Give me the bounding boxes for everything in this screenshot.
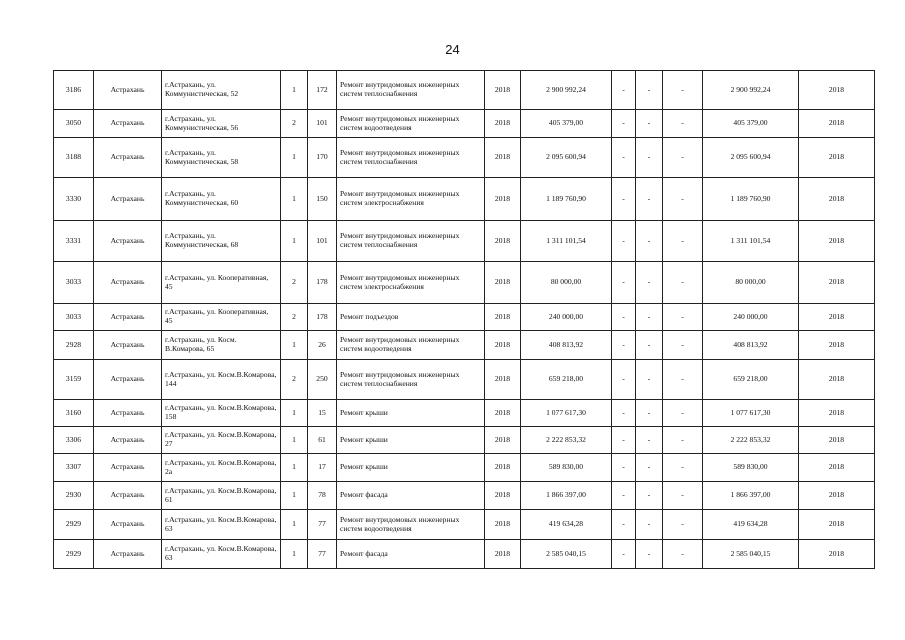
work-type-cell: Ремонт внутридомовых инженерных систем теплоснабжения: [337, 71, 485, 110]
city-cell: Астрахань: [94, 178, 162, 221]
table-row: [54, 178, 875, 221]
city-cell: Астрахань: [94, 138, 162, 178]
dash-2-cell: -: [636, 138, 663, 178]
apartments-cell: 15: [308, 400, 337, 427]
row-id-cell: 2929: [54, 540, 94, 569]
dash-3-cell: -: [663, 304, 703, 331]
row-id-cell: 3186: [54, 71, 94, 110]
fund-sum-cell: 419 634,28: [703, 510, 799, 540]
address-cell: г.Астрахань, ул. Коммунистическая, 52: [162, 71, 281, 110]
fund-sum-cell: 2 095 600,94: [703, 138, 799, 178]
row-id-cell: 3188: [54, 138, 94, 178]
dash-2-cell: -: [636, 540, 663, 569]
city-cell: Астрахань: [94, 110, 162, 138]
completion-year-cell: 2018: [799, 138, 875, 178]
dash-3-cell: -: [663, 138, 703, 178]
apartments-cell: 170: [308, 138, 337, 178]
work-type-cell: Ремонт крыши: [337, 427, 485, 454]
fund-sum-cell: 2 585 040,15: [703, 540, 799, 569]
year-cell: 2018: [485, 221, 521, 262]
dash-3-cell: -: [663, 510, 703, 540]
dash-3-cell: -: [663, 262, 703, 304]
table-row: [54, 262, 875, 304]
completion-year-cell: 2018: [799, 400, 875, 427]
city-cell: Астрахань: [94, 400, 162, 427]
floors-cell: 2: [281, 360, 308, 400]
year-cell: 2018: [485, 400, 521, 427]
apartments-cell: 77: [308, 510, 337, 540]
total-cost-cell: 659 218,00: [521, 360, 612, 400]
row-id-cell: 3160: [54, 400, 94, 427]
dash-2-cell: -: [636, 221, 663, 262]
fund-sum-cell: 1 311 101,54: [703, 221, 799, 262]
dash-1-cell: -: [612, 138, 636, 178]
table-row: [54, 482, 875, 510]
dash-3-cell: -: [663, 71, 703, 110]
table-row: [54, 138, 875, 178]
floors-cell: 1: [281, 454, 308, 482]
total-cost-cell: 589 830,00: [521, 454, 612, 482]
row-id-cell: 2928: [54, 331, 94, 360]
dash-3-cell: -: [663, 331, 703, 360]
dash-2-cell: -: [636, 360, 663, 400]
floors-cell: 1: [281, 138, 308, 178]
work-type-cell: Ремонт внутридомовых инженерных систем водоотведения: [337, 331, 485, 360]
year-cell: 2018: [485, 178, 521, 221]
dash-2-cell: -: [636, 71, 663, 110]
work-type-cell: Ремонт внутридомовых инженерных систем водоотведения: [337, 110, 485, 138]
total-cost-cell: 2 900 992,24: [521, 71, 612, 110]
floors-cell: 2: [281, 262, 308, 304]
total-cost-cell: 405 379,00: [521, 110, 612, 138]
table-row: [54, 110, 875, 138]
dash-1-cell: -: [612, 110, 636, 138]
apartments-cell: 78: [308, 482, 337, 510]
dash-2-cell: -: [636, 331, 663, 360]
total-cost-cell: 1 311 101,54: [521, 221, 612, 262]
completion-year-cell: 2018: [799, 178, 875, 221]
dash-2-cell: -: [636, 510, 663, 540]
dash-1-cell: -: [612, 262, 636, 304]
year-cell: 2018: [485, 454, 521, 482]
floors-cell: 1: [281, 482, 308, 510]
dash-3-cell: -: [663, 400, 703, 427]
fund-sum-cell: 589 830,00: [703, 454, 799, 482]
capital-repair-table: [53, 70, 875, 569]
year-cell: 2018: [485, 360, 521, 400]
city-cell: Астрахань: [94, 221, 162, 262]
address-cell: г.Астрахань, ул. Косм.В.Комарова, 158: [162, 400, 281, 427]
apartments-cell: 101: [308, 110, 337, 138]
dash-3-cell: -: [663, 427, 703, 454]
table-row: [54, 360, 875, 400]
apartments-cell: 178: [308, 262, 337, 304]
row-id-cell: 2930: [54, 482, 94, 510]
year-cell: 2018: [485, 427, 521, 454]
table-row: [54, 540, 875, 569]
work-type-cell: Ремонт внутридомовых инженерных систем теплоснабжения: [337, 221, 485, 262]
apartments-cell: 17: [308, 454, 337, 482]
completion-year-cell: 2018: [799, 71, 875, 110]
dash-3-cell: -: [663, 482, 703, 510]
dash-3-cell: -: [663, 360, 703, 400]
table-row: [54, 510, 875, 540]
table-body: [54, 71, 875, 569]
address-cell: г.Астрахань, ул. Косм. В.Комарова, 65: [162, 331, 281, 360]
dash-1-cell: -: [612, 71, 636, 110]
table-row: [54, 304, 875, 331]
dash-1-cell: -: [612, 331, 636, 360]
address-cell: г.Астрахань, ул. Косм.В.Комарова, 2а: [162, 454, 281, 482]
apartments-cell: 77: [308, 540, 337, 569]
fund-sum-cell: 659 218,00: [703, 360, 799, 400]
fund-sum-cell: 1 189 760,90: [703, 178, 799, 221]
dash-3-cell: -: [663, 221, 703, 262]
completion-year-cell: 2018: [799, 427, 875, 454]
fund-sum-cell: 405 379,00: [703, 110, 799, 138]
address-cell: г.Астрахань, ул. Кооперативная, 45: [162, 304, 281, 331]
total-cost-cell: 2 222 853,32: [521, 427, 612, 454]
work-type-cell: Ремонт внутридомовых инженерных систем электроснабжения: [337, 262, 485, 304]
city-cell: Астрахань: [94, 540, 162, 569]
dash-1-cell: -: [612, 482, 636, 510]
completion-year-cell: 2018: [799, 540, 875, 569]
completion-year-cell: 2018: [799, 110, 875, 138]
year-cell: 2018: [485, 510, 521, 540]
year-cell: 2018: [485, 482, 521, 510]
dash-3-cell: -: [663, 540, 703, 569]
year-cell: 2018: [485, 331, 521, 360]
dash-2-cell: -: [636, 110, 663, 138]
year-cell: 2018: [485, 304, 521, 331]
fund-sum-cell: 1 077 617,30: [703, 400, 799, 427]
total-cost-cell: 1 866 397,00: [521, 482, 612, 510]
dash-1-cell: -: [612, 510, 636, 540]
table-row: [54, 71, 875, 110]
floors-cell: 1: [281, 178, 308, 221]
fund-sum-cell: 408 813,92: [703, 331, 799, 360]
work-type-cell: Ремонт внутридомовых инженерных систем теплоснабжения: [337, 138, 485, 178]
table-row: [54, 400, 875, 427]
city-cell: Астрахань: [94, 331, 162, 360]
city-cell: Астрахань: [94, 304, 162, 331]
row-id-cell: 3050: [54, 110, 94, 138]
total-cost-cell: 419 634,28: [521, 510, 612, 540]
floors-cell: 1: [281, 427, 308, 454]
table-row: [54, 427, 875, 454]
city-cell: Астрахань: [94, 454, 162, 482]
dash-2-cell: -: [636, 427, 663, 454]
city-cell: Астрахань: [94, 360, 162, 400]
year-cell: 2018: [485, 540, 521, 569]
fund-sum-cell: 240 000,00: [703, 304, 799, 331]
total-cost-cell: 1 077 617,30: [521, 400, 612, 427]
floors-cell: 1: [281, 221, 308, 262]
address-cell: г.Астрахань, ул. Косм.В.Комарова, 144: [162, 360, 281, 400]
completion-year-cell: 2018: [799, 360, 875, 400]
table-row: [54, 454, 875, 482]
fund-sum-cell: 2 222 853,32: [703, 427, 799, 454]
total-cost-cell: 240 000,00: [521, 304, 612, 331]
completion-year-cell: 2018: [799, 221, 875, 262]
year-cell: 2018: [485, 138, 521, 178]
dash-3-cell: -: [663, 178, 703, 221]
work-type-cell: Ремонт крыши: [337, 400, 485, 427]
apartments-cell: 172: [308, 71, 337, 110]
floors-cell: 1: [281, 540, 308, 569]
year-cell: 2018: [485, 262, 521, 304]
total-cost-cell: 2 095 600,94: [521, 138, 612, 178]
dash-1-cell: -: [612, 400, 636, 427]
completion-year-cell: 2018: [799, 510, 875, 540]
address-cell: г.Астрахань, ул. Коммунистическая, 58: [162, 138, 281, 178]
floors-cell: 1: [281, 71, 308, 110]
city-cell: Астрахань: [94, 482, 162, 510]
floors-cell: 1: [281, 400, 308, 427]
address-cell: г.Астрахань, ул. Косм.В.Комарова, 61: [162, 482, 281, 510]
table-row: [54, 221, 875, 262]
apartments-cell: 250: [308, 360, 337, 400]
dash-1-cell: -: [612, 178, 636, 221]
floors-cell: 2: [281, 110, 308, 138]
year-cell: 2018: [485, 110, 521, 138]
page-number: 24: [445, 42, 460, 57]
work-type-cell: Ремонт крыши: [337, 454, 485, 482]
total-cost-cell: 408 813,92: [521, 331, 612, 360]
apartments-cell: 150: [308, 178, 337, 221]
apartments-cell: 178: [308, 304, 337, 331]
fund-sum-cell: 2 900 992,24: [703, 71, 799, 110]
completion-year-cell: 2018: [799, 482, 875, 510]
completion-year-cell: 2018: [799, 331, 875, 360]
work-type-cell: Ремонт внутридомовых инженерных систем водоотведения: [337, 510, 485, 540]
floors-cell: 2: [281, 304, 308, 331]
city-cell: Астрахань: [94, 262, 162, 304]
row-id-cell: 3306: [54, 427, 94, 454]
work-type-cell: Ремонт внутридомовых инженерных систем теплоснабжения: [337, 360, 485, 400]
dash-1-cell: -: [612, 221, 636, 262]
dash-1-cell: -: [612, 360, 636, 400]
address-cell: г.Астрахань, ул. Коммунистическая, 60: [162, 178, 281, 221]
row-id-cell: 3307: [54, 454, 94, 482]
row-id-cell: 3330: [54, 178, 94, 221]
apartments-cell: 26: [308, 331, 337, 360]
address-cell: г.Астрахань, ул. Коммунистическая, 68: [162, 221, 281, 262]
table-row: [54, 331, 875, 360]
address-cell: г.Астрахань, ул. Кооперативная, 45: [162, 262, 281, 304]
dash-2-cell: -: [636, 454, 663, 482]
floors-cell: 1: [281, 331, 308, 360]
address-cell: г.Астрахань, ул. Косм.В.Комарова, 63: [162, 540, 281, 569]
address-cell: г.Астрахань, ул. Косм.В.Комарова, 63: [162, 510, 281, 540]
city-cell: Астрахань: [94, 510, 162, 540]
row-id-cell: 3159: [54, 360, 94, 400]
dash-2-cell: -: [636, 304, 663, 331]
work-type-cell: Ремонт внутридомовых инженерных систем электроснабжения: [337, 178, 485, 221]
dash-2-cell: -: [636, 400, 663, 427]
city-cell: Астрахань: [94, 427, 162, 454]
row-id-cell: 3033: [54, 304, 94, 331]
address-cell: г.Астрахань, ул. Косм.В.Комарова, 27: [162, 427, 281, 454]
apartments-cell: 61: [308, 427, 337, 454]
total-cost-cell: 2 585 040,15: [521, 540, 612, 569]
completion-year-cell: 2018: [799, 304, 875, 331]
work-type-cell: Ремонт подъездов: [337, 304, 485, 331]
year-cell: 2018: [485, 71, 521, 110]
total-cost-cell: 1 189 760,90: [521, 178, 612, 221]
row-id-cell: 3331: [54, 221, 94, 262]
completion-year-cell: 2018: [799, 262, 875, 304]
dash-3-cell: -: [663, 454, 703, 482]
dash-1-cell: -: [612, 540, 636, 569]
work-type-cell: Ремонт фасада: [337, 482, 485, 510]
apartments-cell: 101: [308, 221, 337, 262]
dash-1-cell: -: [612, 427, 636, 454]
dash-2-cell: -: [636, 482, 663, 510]
row-id-cell: 3033: [54, 262, 94, 304]
dash-2-cell: -: [636, 178, 663, 221]
floors-cell: 1: [281, 510, 308, 540]
total-cost-cell: 80 000,00: [521, 262, 612, 304]
fund-sum-cell: 1 866 397,00: [703, 482, 799, 510]
address-cell: г.Астрахань, ул. Коммунистическая, 56: [162, 110, 281, 138]
work-type-cell: Ремонт фасада: [337, 540, 485, 569]
city-cell: Астрахань: [94, 71, 162, 110]
dash-1-cell: -: [612, 454, 636, 482]
completion-year-cell: 2018: [799, 454, 875, 482]
dash-3-cell: -: [663, 110, 703, 138]
dash-1-cell: -: [612, 304, 636, 331]
dash-2-cell: -: [636, 262, 663, 304]
row-id-cell: 2929: [54, 510, 94, 540]
fund-sum-cell: 80 000,00: [703, 262, 799, 304]
